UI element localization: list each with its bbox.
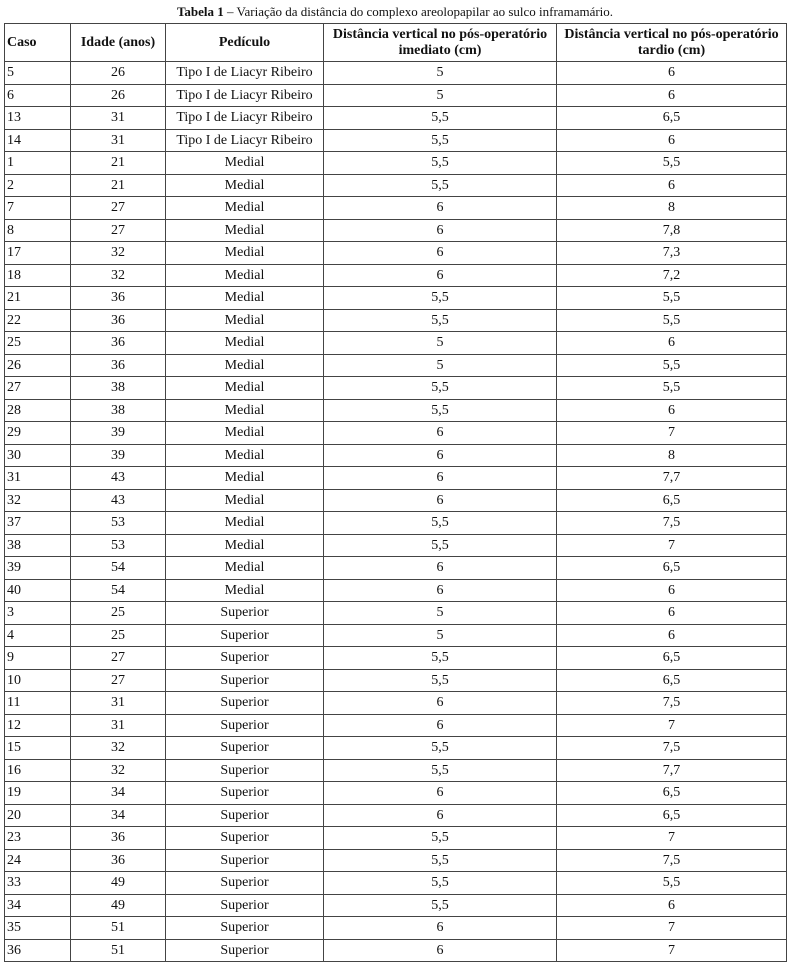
header-imediato: Distância vertical no pós-operatório imediato (cm) [324,24,557,62]
cell-idade: 54 [71,579,166,602]
cell-pediculo: Superior [166,782,324,805]
cell-tardio: 7 [557,827,787,850]
table-row [5,872,787,895]
cell-pediculo: Medial [166,534,324,557]
cell-idade: 34 [71,804,166,827]
cell-imediato: 5,5 [324,849,557,872]
cell-caso: 19 [5,782,71,805]
cell-imediato: 5,5 [324,152,557,175]
cell-idade: 21 [71,152,166,175]
cell-pediculo: Superior [166,602,324,625]
cell-pediculo: Tipo I de Liacyr Ribeiro [166,107,324,130]
cell-imediato: 5 [324,354,557,377]
cell-idade: 51 [71,939,166,962]
table-row [5,714,787,737]
cell-tardio: 7,8 [557,219,787,242]
cell-pediculo: Medial [166,197,324,220]
table-row [5,737,787,760]
cell-idade: 32 [71,264,166,287]
table-caption [0,4,790,20]
cell-pediculo: Medial [166,557,324,580]
cell-pediculo: Superior [166,849,324,872]
cell-imediato: 5,5 [324,309,557,332]
cell-pediculo: Medial [166,242,324,265]
cell-imediato: 5,5 [324,512,557,535]
cell-caso: 37 [5,512,71,535]
cell-imediato: 6 [324,804,557,827]
cell-imediato: 6 [324,579,557,602]
cell-imediato: 5,5 [324,759,557,782]
cell-tardio: 6,5 [557,669,787,692]
cell-tardio: 7 [557,714,787,737]
cell-tardio: 7,5 [557,692,787,715]
cell-idade: 32 [71,759,166,782]
cell-caso: 11 [5,692,71,715]
table-row [5,197,787,220]
cell-pediculo: Medial [166,489,324,512]
cell-pediculo: Superior [166,894,324,917]
table-row [5,242,787,265]
table-row [5,354,787,377]
cell-pediculo: Medial [166,309,324,332]
cell-pediculo: Superior [166,692,324,715]
cell-idade: 31 [71,714,166,737]
cell-imediato: 6 [324,444,557,467]
cell-caso: 27 [5,377,71,400]
table-row [5,399,787,422]
table-row [5,917,787,940]
cell-idade: 36 [71,354,166,377]
cell-tardio: 7 [557,939,787,962]
cell-caso: 35 [5,917,71,940]
table-header [5,24,787,62]
cell-caso: 22 [5,309,71,332]
cell-tardio: 7,3 [557,242,787,265]
cell-caso: 33 [5,872,71,895]
cell-caso: 12 [5,714,71,737]
cell-caso: 8 [5,219,71,242]
cell-tardio: 5,5 [557,152,787,175]
table-row [5,647,787,670]
cell-idade: 36 [71,287,166,310]
table-row [5,692,787,715]
table-row [5,129,787,152]
cell-idade: 25 [71,602,166,625]
cell-idade: 43 [71,467,166,490]
cell-imediato: 5,5 [324,107,557,130]
cell-imediato: 5,5 [324,129,557,152]
table-row [5,219,787,242]
cell-tardio: 6 [557,84,787,107]
table-row [5,174,787,197]
cell-tardio: 8 [557,444,787,467]
cell-pediculo: Medial [166,512,324,535]
cell-tardio: 6,5 [557,107,787,130]
cell-imediato: 5,5 [324,287,557,310]
cell-idade: 26 [71,84,166,107]
cell-caso: 7 [5,197,71,220]
cell-caso: 17 [5,242,71,265]
cell-idade: 49 [71,872,166,895]
cell-caso: 26 [5,354,71,377]
cell-caso: 20 [5,804,71,827]
table-row [5,489,787,512]
cell-imediato: 5 [324,332,557,355]
cell-pediculo: Superior [166,714,324,737]
cell-idade: 27 [71,197,166,220]
cell-imediato: 6 [324,197,557,220]
table-row [5,534,787,557]
cell-idade: 43 [71,489,166,512]
cell-pediculo: Medial [166,152,324,175]
cell-tardio: 6 [557,894,787,917]
cell-imediato: 5,5 [324,534,557,557]
cell-caso: 1 [5,152,71,175]
cell-tardio: 8 [557,197,787,220]
cell-pediculo: Superior [166,804,324,827]
data-table [4,23,787,962]
cell-caso: 9 [5,647,71,670]
table-row [5,444,787,467]
cell-caso: 15 [5,737,71,760]
table-row [5,309,787,332]
cell-imediato: 5 [324,624,557,647]
cell-imediato: 6 [324,242,557,265]
cell-idade: 36 [71,332,166,355]
cell-caso: 13 [5,107,71,130]
cell-caso: 31 [5,467,71,490]
cell-tardio: 6 [557,62,787,85]
table-row [5,377,787,400]
cell-imediato: 5,5 [324,174,557,197]
cell-pediculo: Medial [166,174,324,197]
cell-pediculo: Medial [166,377,324,400]
cell-imediato: 6 [324,692,557,715]
table-row [5,152,787,175]
cell-imediato: 5,5 [324,872,557,895]
cell-tardio: 7 [557,534,787,557]
cell-tardio: 7 [557,422,787,445]
cell-idade: 39 [71,444,166,467]
cell-tardio: 7 [557,917,787,940]
cell-imediato: 6 [324,714,557,737]
cell-pediculo: Medial [166,287,324,310]
cell-caso: 25 [5,332,71,355]
cell-imediato: 5 [324,84,557,107]
cell-caso: 28 [5,399,71,422]
cell-idade: 39 [71,422,166,445]
cell-imediato: 5 [324,602,557,625]
header-tardio: Distância vertical no pós-operatório tardio (cm) [557,24,787,62]
cell-imediato: 6 [324,219,557,242]
cell-tardio: 7,2 [557,264,787,287]
cell-pediculo: Superior [166,647,324,670]
cell-idade: 26 [71,62,166,85]
table-row [5,264,787,287]
cell-caso: 10 [5,669,71,692]
cell-caso: 24 [5,849,71,872]
cell-pediculo: Superior [166,624,324,647]
table-row [5,894,787,917]
cell-tardio: 5,5 [557,872,787,895]
cell-idade: 54 [71,557,166,580]
cell-tardio: 6 [557,399,787,422]
cell-caso: 36 [5,939,71,962]
cell-imediato: 5,5 [324,894,557,917]
cell-tardio: 5,5 [557,309,787,332]
table-row [5,602,787,625]
cell-imediato: 6 [324,467,557,490]
cell-caso: 38 [5,534,71,557]
cell-pediculo: Tipo I de Liacyr Ribeiro [166,129,324,152]
cell-tardio: 5,5 [557,287,787,310]
cell-imediato: 5,5 [324,669,557,692]
table-row [5,467,787,490]
table-row [5,939,787,962]
cell-imediato: 5,5 [324,399,557,422]
header-caso: Caso [5,24,71,62]
table-row [5,669,787,692]
cell-pediculo: Superior [166,669,324,692]
cell-tardio: 7,5 [557,512,787,535]
cell-pediculo: Medial [166,399,324,422]
cell-tardio: 6 [557,579,787,602]
cell-pediculo: Superior [166,737,324,760]
cell-pediculo: Tipo I de Liacyr Ribeiro [166,62,324,85]
cell-tardio: 6 [557,174,787,197]
cell-idade: 34 [71,782,166,805]
cell-idade: 32 [71,737,166,760]
table-row [5,512,787,535]
table-row [5,782,787,805]
cell-caso: 14 [5,129,71,152]
cell-tardio: 7,7 [557,759,787,782]
cell-caso: 18 [5,264,71,287]
cell-idade: 27 [71,669,166,692]
cell-caso: 6 [5,84,71,107]
cell-tardio: 6,5 [557,489,787,512]
cell-caso: 3 [5,602,71,625]
table-caption-text: – Variação da distância do complexo areolopapilar ao sulco inframamário. [223,4,614,19]
cell-idade: 51 [71,917,166,940]
cell-idade: 27 [71,219,166,242]
cell-pediculo: Superior [166,759,324,782]
header-pediculo: Pedículo [166,24,324,62]
cell-tardio: 7,7 [557,467,787,490]
cell-pediculo: Medial [166,444,324,467]
table-row [5,107,787,130]
cell-idade: 36 [71,309,166,332]
cell-tardio: 6 [557,602,787,625]
cell-idade: 36 [71,849,166,872]
cell-idade: 31 [71,692,166,715]
header-row [5,24,787,62]
cell-idade: 25 [71,624,166,647]
cell-caso: 39 [5,557,71,580]
cell-imediato: 6 [324,939,557,962]
cell-imediato: 6 [324,917,557,940]
cell-pediculo: Medial [166,219,324,242]
cell-imediato: 6 [324,264,557,287]
cell-imediato: 6 [324,557,557,580]
cell-idade: 49 [71,894,166,917]
cell-caso: 5 [5,62,71,85]
cell-caso: 21 [5,287,71,310]
cell-pediculo: Medial [166,332,324,355]
cell-imediato: 6 [324,782,557,805]
cell-caso: 2 [5,174,71,197]
cell-pediculo: Tipo I de Liacyr Ribeiro [166,84,324,107]
table-row [5,332,787,355]
table-row [5,759,787,782]
cell-imediato: 5,5 [324,647,557,670]
cell-pediculo: Medial [166,579,324,602]
cell-tardio: 7,5 [557,849,787,872]
cell-imediato: 5,5 [324,377,557,400]
cell-imediato: 6 [324,489,557,512]
cell-pediculo: Medial [166,354,324,377]
cell-caso: 32 [5,489,71,512]
cell-idade: 27 [71,647,166,670]
cell-pediculo: Superior [166,827,324,850]
cell-tardio: 6,5 [557,804,787,827]
cell-idade: 53 [71,534,166,557]
cell-idade: 32 [71,242,166,265]
cell-idade: 36 [71,827,166,850]
cell-tardio: 7,5 [557,737,787,760]
cell-pediculo: Medial [166,264,324,287]
table-row [5,557,787,580]
cell-imediato: 5,5 [324,737,557,760]
table-body [5,62,787,962]
cell-caso: 30 [5,444,71,467]
cell-pediculo: Medial [166,467,324,490]
table-row [5,579,787,602]
cell-imediato: 6 [324,422,557,445]
cell-idade: 31 [71,129,166,152]
cell-tardio: 5,5 [557,377,787,400]
table-row [5,804,787,827]
cell-idade: 38 [71,377,166,400]
cell-caso: 4 [5,624,71,647]
cell-caso: 16 [5,759,71,782]
cell-idade: 31 [71,107,166,130]
cell-tardio: 6,5 [557,647,787,670]
cell-caso: 40 [5,579,71,602]
cell-caso: 29 [5,422,71,445]
table-row [5,624,787,647]
cell-tardio: 6 [557,332,787,355]
cell-imediato: 5,5 [324,827,557,850]
table-caption-label: Tabela 1 [176,4,224,19]
cell-tardio: 6 [557,129,787,152]
table-row [5,849,787,872]
cell-idade: 53 [71,512,166,535]
cell-idade: 21 [71,174,166,197]
table-row [5,827,787,850]
table-row [5,287,787,310]
cell-caso: 34 [5,894,71,917]
cell-pediculo: Superior [166,872,324,895]
cell-tardio: 5,5 [557,354,787,377]
table-row [5,62,787,85]
cell-caso: 23 [5,827,71,850]
header-idade: Idade (anos) [71,24,166,62]
cell-tardio: 6 [557,624,787,647]
cell-pediculo: Superior [166,917,324,940]
table-row [5,422,787,445]
cell-imediato: 5 [324,62,557,85]
cell-tardio: 6,5 [557,782,787,805]
cell-tardio: 6,5 [557,557,787,580]
cell-idade: 38 [71,399,166,422]
cell-pediculo: Superior [166,939,324,962]
cell-pediculo: Medial [166,422,324,445]
table-row [5,84,787,107]
